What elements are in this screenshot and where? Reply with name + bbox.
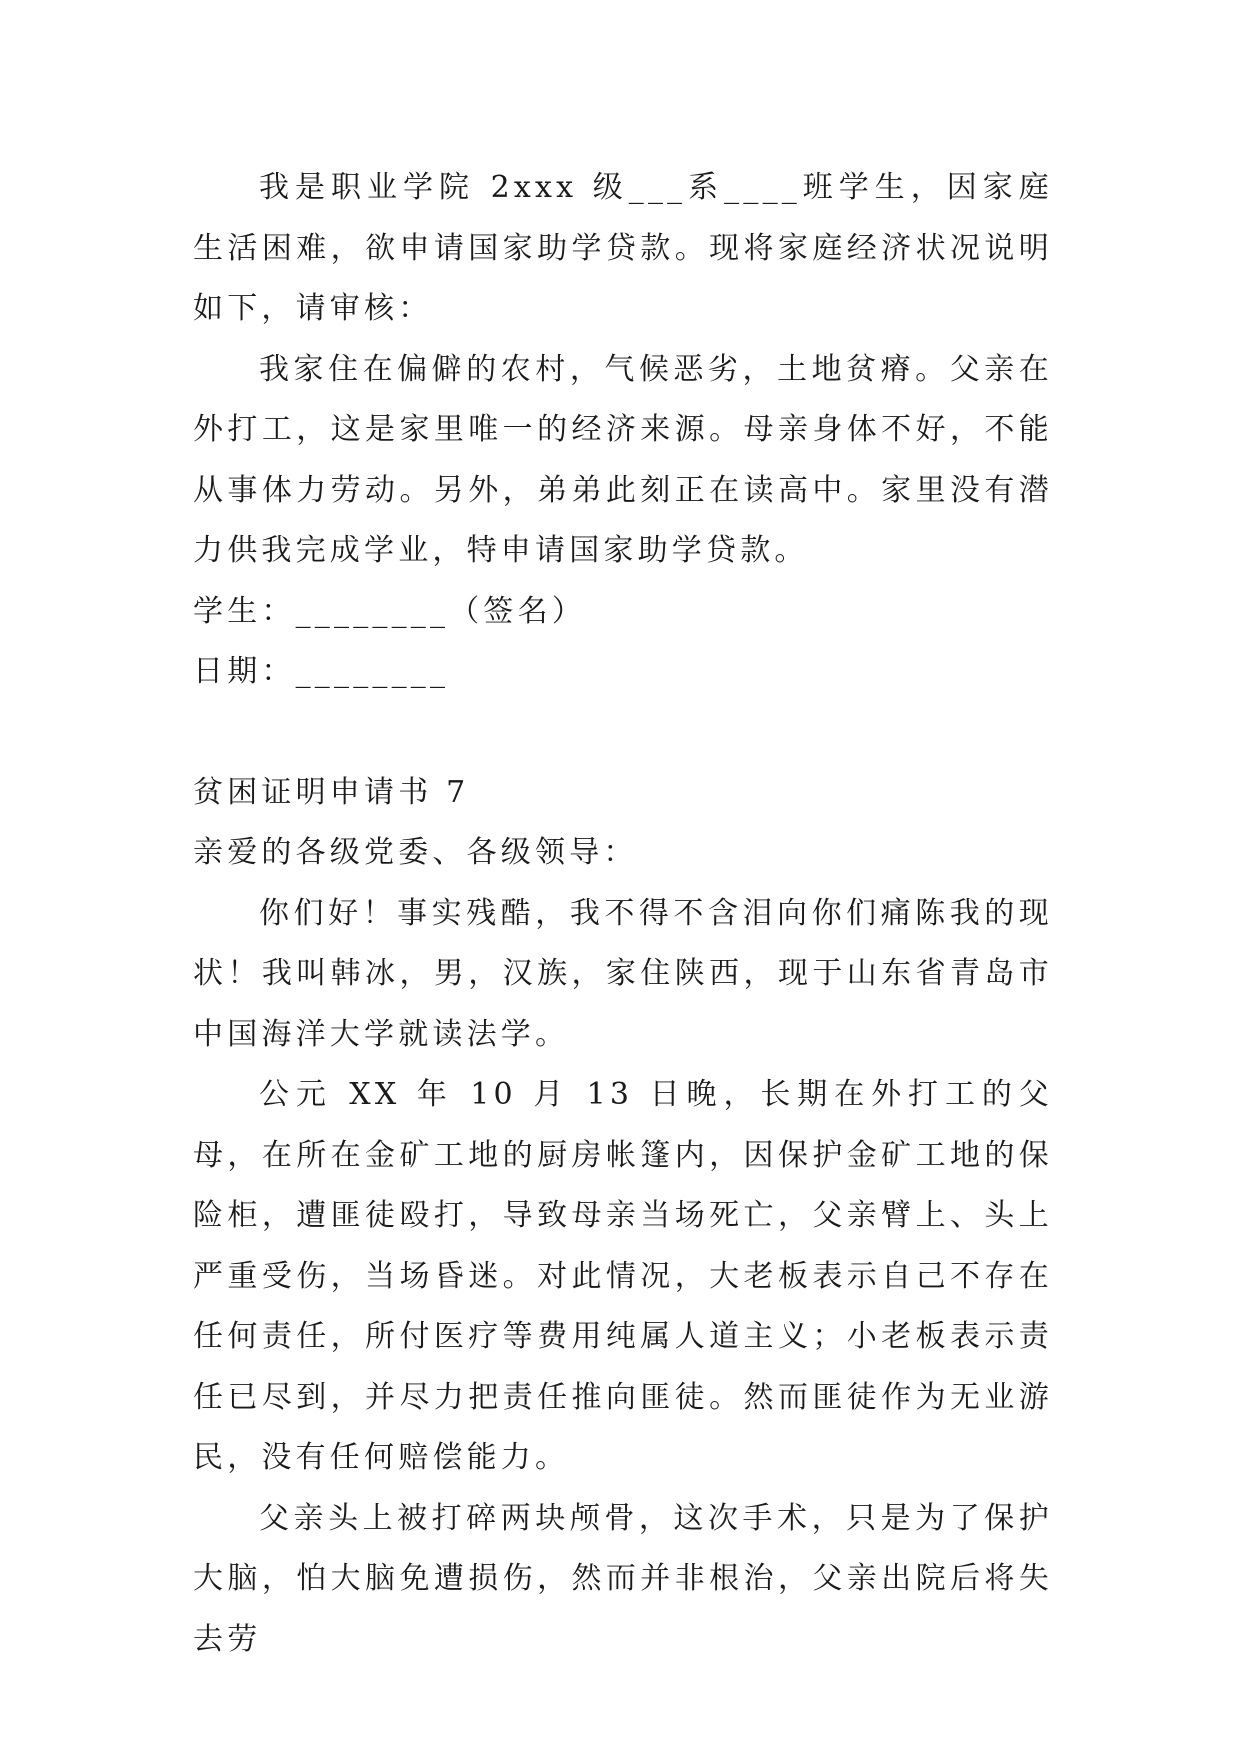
- date-line: 日期：________: [193, 654, 450, 689]
- paragraph-incident: 公元 XX 年 10 月 13 日晚，长期在外打工的父母，在所在金矿工地的厨房帐篷内，因保护金矿工地的保险柜，遭匪徒殴打，导致母亲当场死亡，父亲臂上、头上严重受伤，当场昏迷。对此情况，大老板表示自己不存在任何责任，所付医疗等费用纯属人道主义；小老板表示责任已尽到，并尽力把责任推向匪徒。然而匪徒作为无业游民，没有任何赔偿能力。: [193, 1077, 1053, 1475]
- paragraph-father-injury: 父亲头上被打碎两块颅骨，这次手术，只是为了保护大脑，怕大脑免遭损伤，然而并非根治，父亲出院后将失去劳: [193, 1500, 1053, 1657]
- paragraph-greeting: 你们好！事实残酷，我不得不含泪向你们痛陈我的现状！我叫韩冰，男，汉族，家住陕西，现于山东省青岛市中国海洋大学就读法学。: [193, 895, 1053, 1052]
- section-title: 贫困证明申请书 7: [193, 774, 470, 810]
- paragraph-intro: 我是职业学院 2xxx 级___系____班学生，因家庭生活困难，欲申请国家助学贷款。现将家庭经济状况说明如下，请审核：: [193, 170, 1053, 326]
- document-page: [193, 158, 1053, 1670]
- student-signature-line: 学生：________（签名）: [193, 593, 586, 629]
- salutation: 亲爱的各级党委、各级领导：: [193, 835, 638, 870]
- paragraph-family-situation: 我家住在偏僻的农村，气候恶劣，土地贫瘠。父亲在外打工，这是家里唯一的经济来源。母亲身体不好，不能从事体力劳动。另外，弟弟此刻正在读高中。家里没有潜力供我完成学业，特申请国家助学贷款。: [193, 351, 1053, 568]
- section-spacer: [193, 703, 1053, 763]
